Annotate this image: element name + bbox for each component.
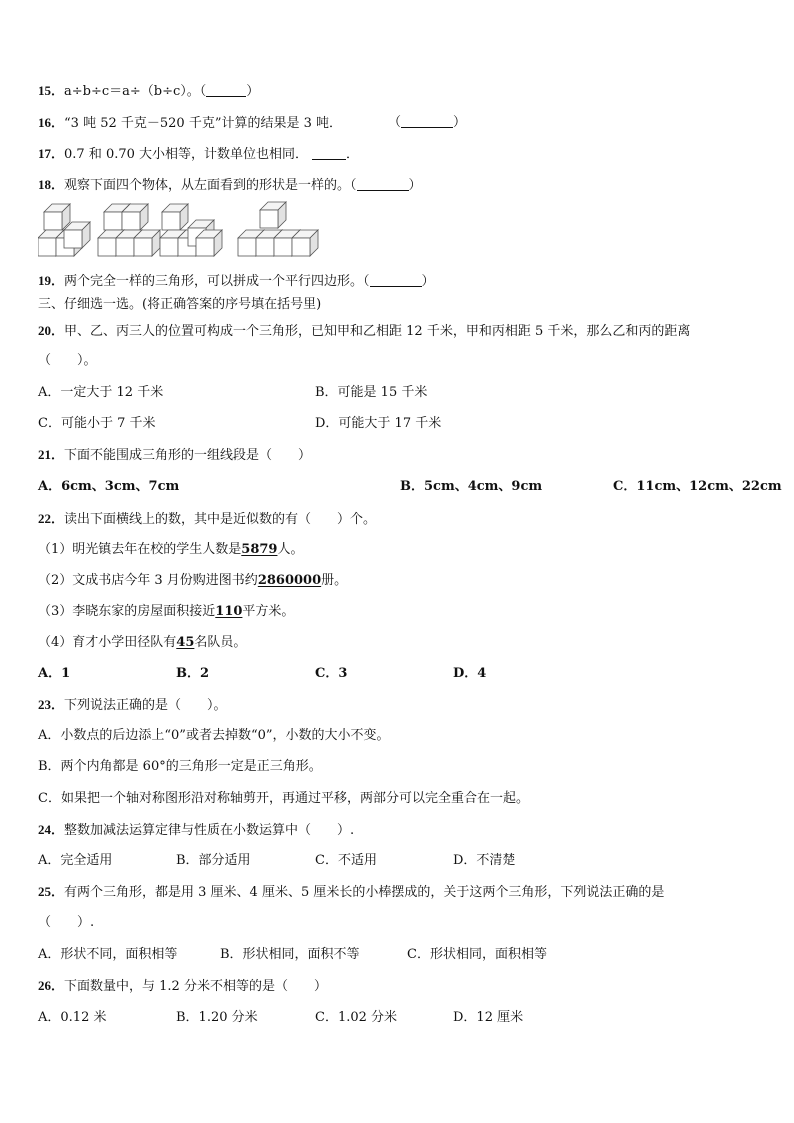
option-c[interactable]: C．形状相同，面积相等 (407, 947, 547, 962)
question-text: “3 吨 52 千克－520 千克”计算的结果是 3 吨． (64, 116, 342, 131)
option-c[interactable]: C．可能小于 7 千米 (38, 416, 156, 431)
question-21 (38, 446, 311, 465)
sub-item-text: 名队员。 (194, 635, 247, 650)
question-text: 下面数量中，与 1.2 分米不相等的是（ ） (64, 979, 327, 994)
bracket-close: ） (453, 115, 467, 130)
option-a[interactable]: A．一定大于 12 千米 (38, 385, 164, 400)
sub-item-text: （3）李晓东家的房屋面积接近 (38, 604, 216, 619)
option-b[interactable]: B．5cm、4cm、9cm (400, 479, 543, 494)
question-number: 26． (38, 978, 65, 993)
option-a[interactable]: A．6cm、3cm、7cm (38, 479, 180, 494)
bracket-close: ） (408, 178, 422, 193)
underlined-number: 110 (215, 604, 243, 619)
option-c[interactable]: C．1.02 分米 (315, 1010, 398, 1025)
cube-figures (38, 200, 328, 260)
underlined-number: 45 (176, 635, 195, 650)
option-a[interactable]: A．1 (38, 666, 71, 681)
option-d[interactable]: D．12 厘米 (453, 1010, 524, 1025)
question-number: 18． (38, 177, 65, 192)
bracket-close: ） (421, 274, 435, 289)
question-number: 24． (38, 822, 65, 837)
option-a[interactable]: A．形状不同，面积相等 (38, 947, 178, 962)
answer-blank[interactable] (357, 177, 409, 191)
question-text: 下面不能围成三角形的一组线段是（ ） (64, 448, 312, 463)
answer-blank[interactable] (206, 83, 246, 97)
option-d[interactable]: D．不清楚 (453, 853, 516, 868)
question-number: 16． (38, 115, 65, 130)
sub-item-text: 人。 (277, 542, 304, 557)
question-25 (38, 883, 664, 902)
question-18 (38, 176, 422, 195)
question-text: 观察下面四个物体，从左面看到的形状是一样的。（ (64, 178, 357, 193)
option-d[interactable]: D．可能大于 17 千米 (315, 416, 442, 431)
question-number: 21． (38, 447, 65, 462)
option-d[interactable]: D．4 (453, 666, 487, 681)
sub-item-text: （4）育才小学田径队有 (38, 635, 177, 650)
question-15 (38, 82, 259, 101)
option-c[interactable]: C．不适用 (315, 853, 377, 868)
option-c[interactable]: C．如果把一个轴对称图形沿对称轴剪开，再通过平移，两部分可以完全重合在一起。 (38, 791, 529, 806)
question-22 (38, 510, 376, 529)
option-c[interactable]: C．3 (315, 666, 348, 681)
question-number: 23． (38, 697, 65, 712)
question-text: 0.7 和 0.70 大小相等，计数单位也相同． (64, 147, 309, 162)
question-text: 下列说法正确的是（ ）。 (64, 698, 227, 713)
sub-item-2 (38, 572, 347, 590)
option-a[interactable]: A．0.12 米 (38, 1010, 107, 1025)
option-b[interactable]: B．部分适用 (176, 853, 251, 868)
question-text: 甲、乙、丙三人的位置可构成一个三角形，已知甲和乙相距 12 千米，甲和丙相距 5 千米，那么乙和丙的距离 (64, 324, 691, 339)
period: ． (346, 147, 360, 162)
question-number: 19． (38, 273, 65, 288)
underlined-number: 5879 (241, 542, 278, 557)
cube-figure-1 (38, 204, 90, 256)
question-20 (38, 322, 690, 341)
question-text: 有两个三角形，都是用 3 厘米、4 厘米、5 厘米长的小棒摆成的，关于这两个三角形，下列说法正确的是 (64, 885, 665, 900)
sub-item-1 (38, 541, 303, 559)
sub-item-text: 册。 (321, 573, 348, 588)
question-26 (38, 977, 327, 996)
bracket-close: ） (246, 84, 260, 99)
option-b[interactable]: B．两个内角都是 60°的三角形一定是正三角形。 (38, 759, 322, 774)
question-number: 22． (38, 511, 65, 526)
underlined-number: 2860000 (257, 573, 322, 588)
question-16-answer (388, 114, 466, 132)
cube-figure-4 (238, 202, 318, 256)
bracket-open: （ (388, 115, 402, 130)
question-20-cont: （ ）。 (38, 353, 97, 368)
question-number: 25． (38, 884, 65, 899)
question-text: 两个完全一样的三角形，可以拼成一个平行四边形。（ (64, 274, 370, 289)
sub-item-4 (38, 634, 246, 652)
sub-item-text: 平方米。 (242, 604, 295, 619)
question-16 (38, 114, 342, 133)
question-17 (38, 145, 359, 164)
option-b[interactable]: B．1.20 分米 (176, 1010, 258, 1025)
question-text: 整数加减法运算定律与性质在小数运算中（ ）. (64, 823, 355, 838)
option-b[interactable]: B．形状相同，面积不等 (220, 947, 360, 962)
question-text: 读出下面横线上的数，其中是近似数的有（ ）个。 (64, 512, 377, 527)
option-a[interactable]: A．完全适用 (38, 853, 113, 868)
option-b[interactable]: B．2 (176, 666, 210, 681)
answer-blank[interactable] (312, 146, 346, 160)
question-25-cont: （ ）. (38, 915, 95, 930)
question-23 (38, 696, 227, 715)
question-number: 15． (38, 83, 65, 98)
question-text: a÷b÷c＝a÷（b÷c）。（ (64, 84, 207, 99)
option-a[interactable]: A．小数点的后边添上“0”或者去掉数“0”，小数的大小不变。 (38, 728, 390, 743)
question-24 (38, 821, 354, 840)
answer-blank[interactable] (401, 114, 453, 128)
question-19 (38, 272, 435, 291)
sub-item-text: （2）文成书店今年 3 月份购进图书约 (38, 573, 258, 588)
cube-figure-2 (98, 204, 160, 256)
sub-item-3 (38, 603, 294, 621)
cube-figure-3 (160, 204, 222, 256)
option-b[interactable]: B．可能是 15 千米 (315, 385, 428, 400)
sub-item-text: （1）明光镇去年在校的学生人数是 (38, 542, 242, 557)
answer-blank[interactable] (370, 273, 422, 287)
option-c[interactable]: C．11cm、12cm、22cm (613, 479, 782, 494)
question-number: 20． (38, 323, 65, 338)
question-number: 17． (38, 146, 65, 161)
section-3-title: 三、仔细选一选。(将正确答案的序号填在括号里) (38, 297, 322, 312)
